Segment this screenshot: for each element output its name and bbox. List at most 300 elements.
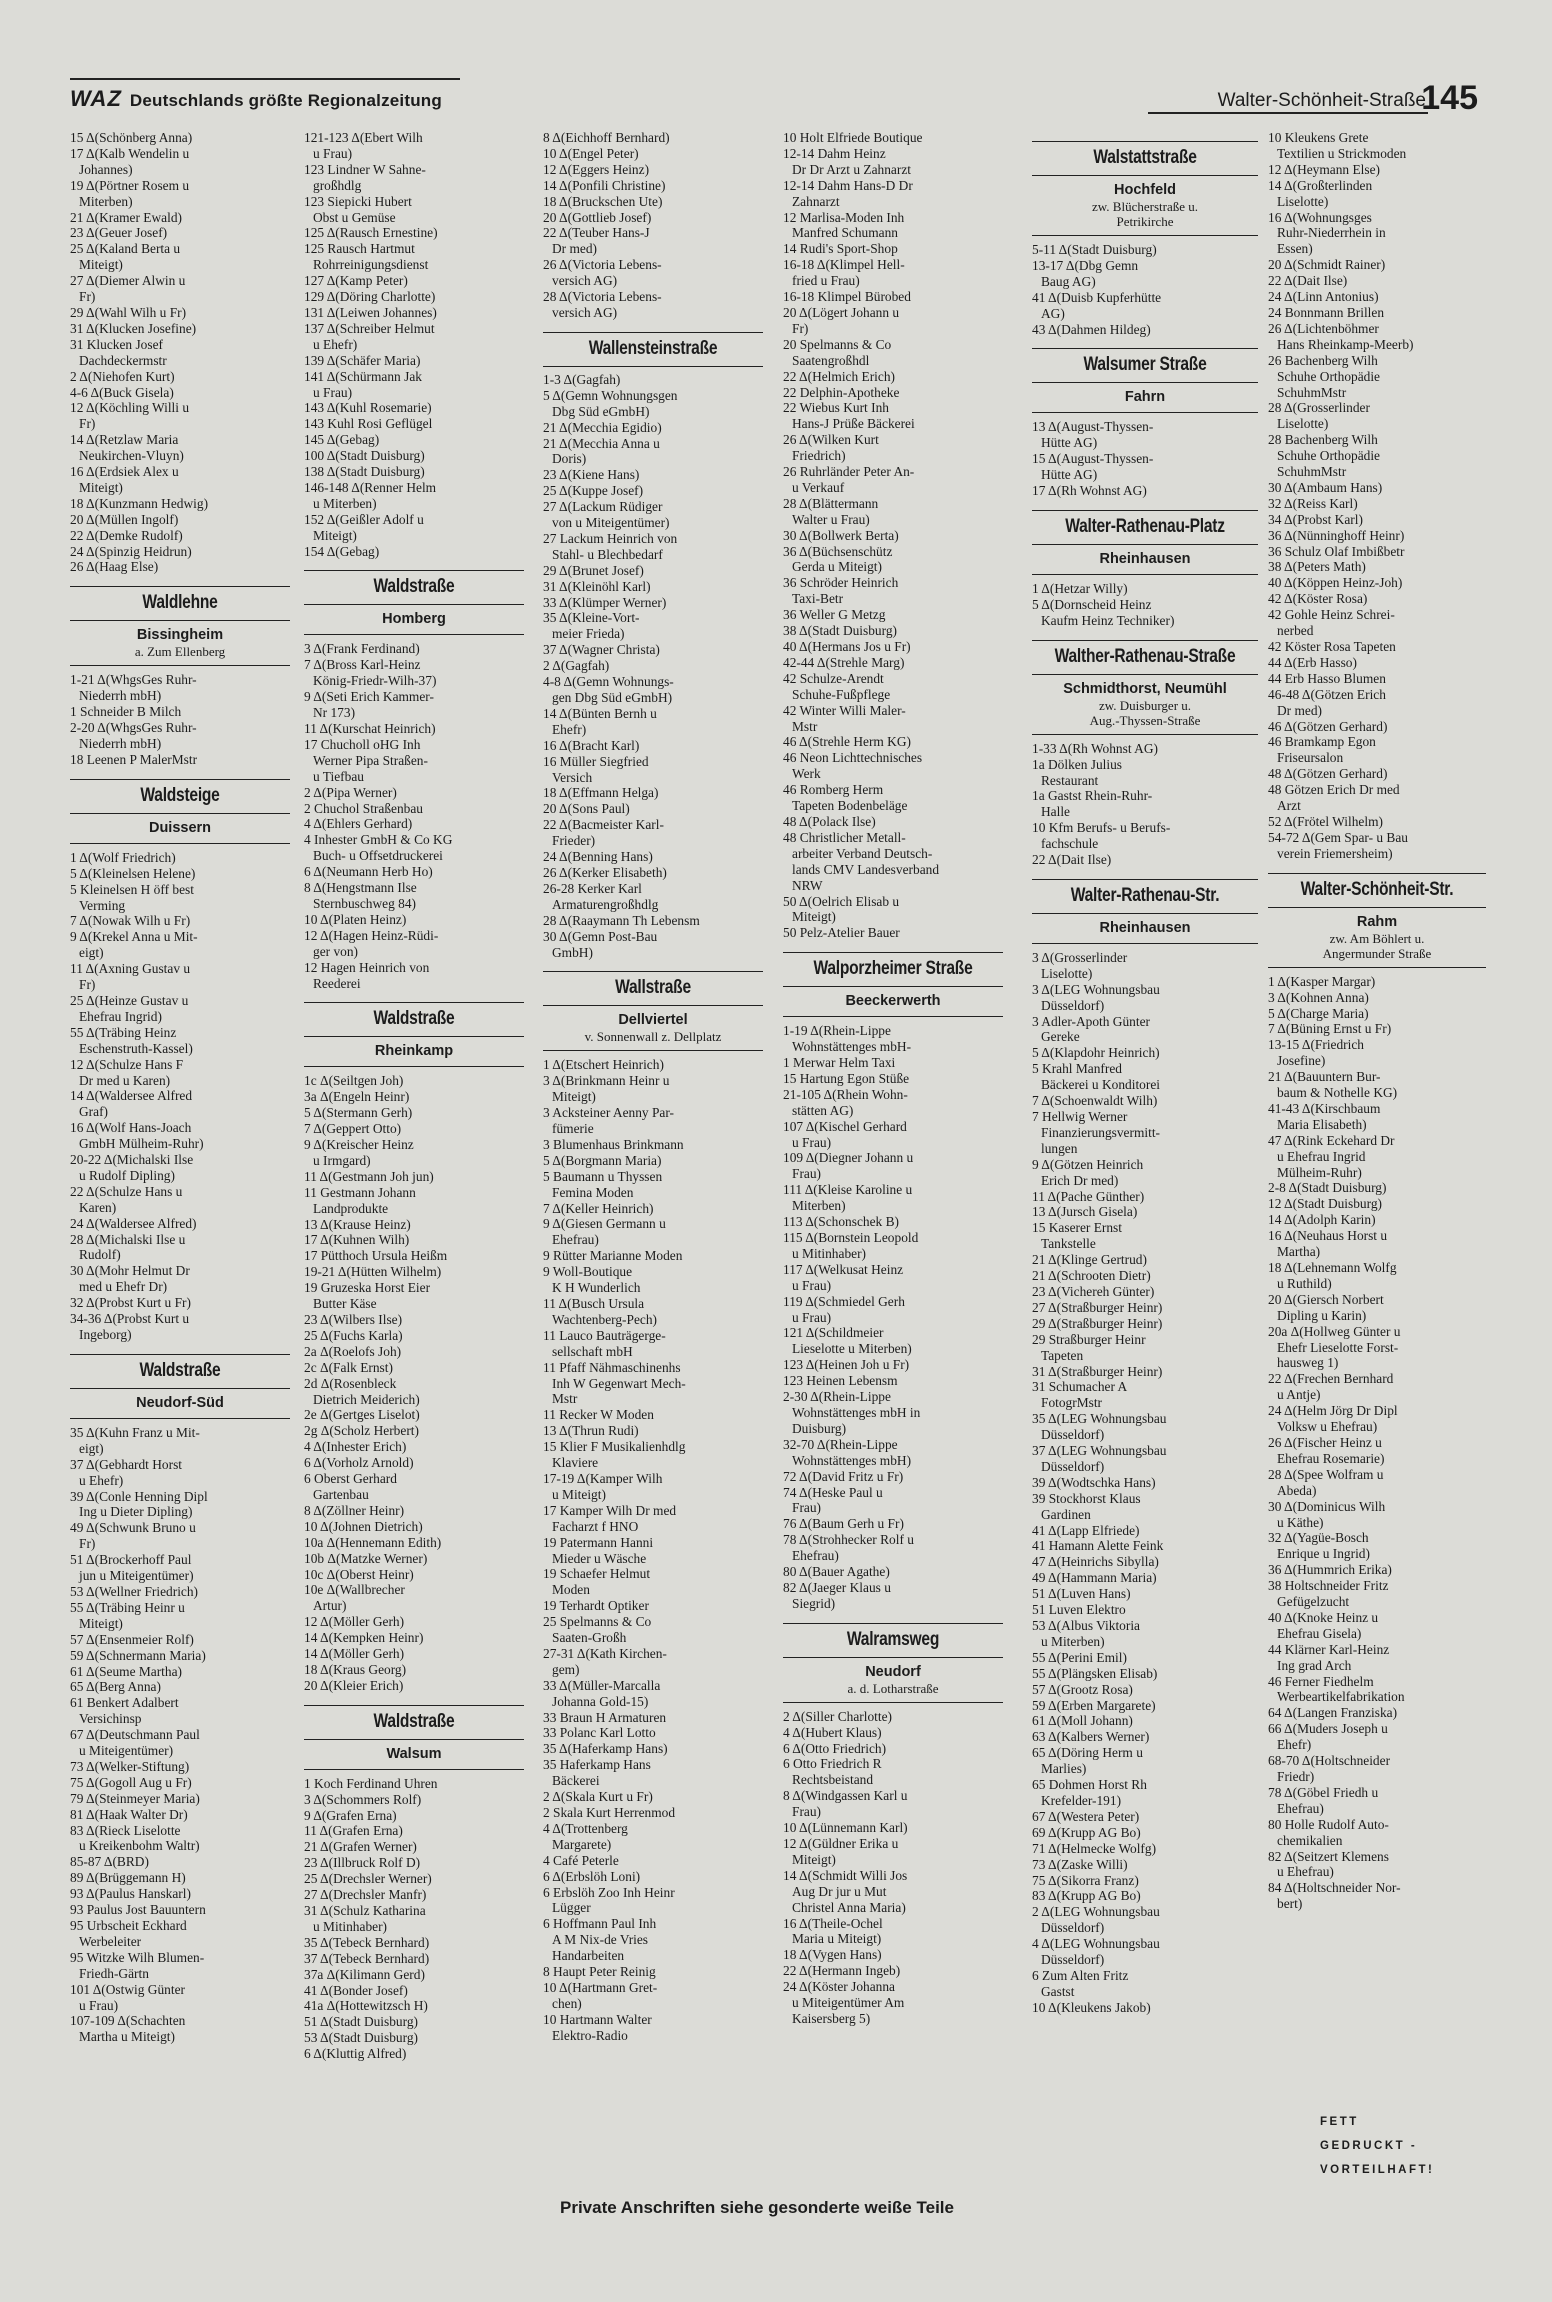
listing-continuation: Sternbuschweg 84) xyxy=(313,895,417,911)
listing-entry: 16 Δ(Theile-Ochel xyxy=(783,1915,883,1931)
listing-continuation: u Frau) xyxy=(313,145,353,161)
listing-entry: 15 Kaserer Ernst xyxy=(1032,1220,1122,1236)
district-heading: Bissingheim xyxy=(136,627,224,644)
listing-entry: 21 Δ(Grafen Werner) xyxy=(304,1839,417,1855)
listing-continuation: Düsseldorf) xyxy=(1041,997,1105,1013)
listing-entry: 20 Spelmanns & Co xyxy=(783,336,892,352)
listing-entry: 48 Δ(Götzen Gerhard) xyxy=(1268,766,1388,782)
listing-continuation: Ingeborg) xyxy=(79,1327,132,1342)
listing-entry: 4 Café Peterle xyxy=(543,1852,619,1868)
listing-continuation: Versich xyxy=(552,769,593,785)
listing-continuation: Wohnstättenges mbH- xyxy=(792,1039,912,1055)
district-heading: Neudorf xyxy=(865,1663,921,1680)
listing-entry: 17 Δ(Rh Wohnst AG) xyxy=(1032,483,1147,499)
listing-entry: 28 Δ(Grosserlinder xyxy=(1268,400,1370,416)
listing-entry: 18 Δ(Effmann Helga) xyxy=(543,785,659,801)
listing-continuation: Femina Moden xyxy=(552,1184,634,1200)
listing-entry: 29 Straßburger Heinr xyxy=(1032,1331,1146,1347)
listing-continuation: u Rudolf Dipling) xyxy=(79,1167,175,1183)
listing-entry: 121 Δ(Schildmeier xyxy=(783,1325,884,1341)
listing-entry: 44 Erb Hasso Blumen xyxy=(1268,670,1386,686)
listing-entry: 59 Δ(Schnermann Maria) xyxy=(70,1647,206,1663)
section-divider xyxy=(304,634,524,635)
column-2 xyxy=(304,130,524,2210)
listing-entry: 5 Δ(Charge Maria) xyxy=(1268,1005,1369,1021)
listing-continuation: versich AG) xyxy=(552,273,618,289)
section-divider xyxy=(1032,412,1258,413)
listing-entry: 111 Δ(Kleise Karoline u xyxy=(783,1182,913,1198)
listing-entry: 4-6 Δ(Buck Gisela) xyxy=(70,384,174,400)
section-divider xyxy=(783,1016,1003,1017)
listing-entry: 47 Δ(Heinrichs Sibylla) xyxy=(1032,1554,1159,1570)
listing-entry: 65 Dohmen Horst Rh xyxy=(1032,1777,1147,1793)
listing-entry: 16 Δ(Wolf Hans-Joach xyxy=(70,1120,192,1136)
listing-entry: 14 Δ(Retzlaw Maria xyxy=(70,432,179,448)
listing-continuation: jun u Miteigentümer) xyxy=(79,1568,194,1584)
street-name: Waldstraße xyxy=(373,1008,455,1030)
listing-entry: 4 Δ(LEG Wohnungsbau xyxy=(1032,1936,1160,1952)
section-divider xyxy=(304,1769,524,1770)
listing-entry: 121-123 Δ(Ebert Wilh xyxy=(304,130,423,145)
street-heading xyxy=(1032,348,1258,383)
listing-entry: 11 Pfaff Nähmaschinenhs xyxy=(543,1359,681,1375)
listing-entry: 10 Δ(Johnen Dietrich) xyxy=(304,1518,423,1534)
listing-continuation: lands CMV Landesverband xyxy=(792,861,940,877)
listing-entry: 29 Δ(Straßburger Heinr) xyxy=(1032,1315,1163,1331)
listing-entry: 48 Götzen Erich Dr med xyxy=(1268,782,1400,798)
listing-entry: 31 Δ(Kleinöhl Karl) xyxy=(543,578,651,594)
listing-continuation: u Miterben) xyxy=(1041,1633,1105,1649)
listing-entry: 10 Δ(Hartmann Gret- xyxy=(543,1979,658,1995)
listing-entry: 44 Klärner Karl-Heinz xyxy=(1268,1641,1390,1657)
listing-continuation: Gardinen xyxy=(1041,1506,1091,1522)
listing-continuation: Niederrh mbH) xyxy=(79,736,162,751)
listing-entry: 61 Δ(Seume Martha) xyxy=(70,1663,182,1679)
listing-entry: 139 Δ(Schäfer Maria) xyxy=(304,352,421,368)
listing-continuation: Verming xyxy=(79,897,126,913)
listing-continuation: Manfred Schumann xyxy=(792,225,898,241)
column-5 xyxy=(1032,130,1258,2210)
listing-continuation: Tapeten Bodenbeläge xyxy=(792,798,908,814)
listing-entry: 41 Δ(Duisb Kupferhütte xyxy=(1032,289,1162,305)
listing-continuation: Kaisersberg 5) xyxy=(792,2010,871,2026)
listing-continuation: Nr 173) xyxy=(313,705,356,721)
listing-entry: 49 Δ(Hammann Maria) xyxy=(1032,1570,1157,1586)
listing-entry: 26 Δ(Fischer Heinz u xyxy=(1268,1434,1382,1450)
listing-continuation: Reederei xyxy=(313,975,361,991)
listing-continuation: Klaviere xyxy=(552,1455,599,1471)
listing-entry: 41 Δ(Bonder Josef) xyxy=(304,1982,408,1998)
listing-entry: 51 Luven Elektro xyxy=(1032,1602,1126,1618)
listing-entry: 16-18 Δ(Klimpel Hell- xyxy=(783,257,905,273)
listing-entry: 10a Δ(Hennemann Edith) xyxy=(304,1534,442,1550)
listing-continuation: Volksw u Ehefrau) xyxy=(1277,1419,1378,1435)
listing-entry: 11 Δ(Grafen Erna) xyxy=(304,1823,403,1839)
listing-continuation: Ehefr) xyxy=(1277,1737,1312,1753)
listing-entry: 4 Δ(Trottenberg xyxy=(543,1820,628,1836)
listing-continuation: Frau) xyxy=(792,1804,822,1820)
advert-note-line: GEDRUCKT - xyxy=(1320,2140,1418,2152)
listing-continuation: Saaten-Großh xyxy=(552,1630,627,1646)
listing-continuation: Ehefr) xyxy=(552,721,587,737)
street-name: Walter-Schönheit-Str. xyxy=(1300,878,1454,900)
listing-continuation: Dipling u Karin) xyxy=(1277,1307,1367,1323)
listing-entry: 9 Δ(Götzen Heinrich xyxy=(1032,1156,1144,1172)
listing-entry: 27 Δ(Lackum Rüdiger xyxy=(543,499,663,515)
listing-entry: 12 Δ(Güldner Erika u xyxy=(783,1836,899,1851)
advert-note-line: FETT xyxy=(1320,2116,1359,2128)
listing-entry: 15 Klier F Musikalienhdlg xyxy=(543,1439,686,1455)
listing-entry: 24 Δ(Linn Antonius) xyxy=(1268,289,1379,305)
listing-continuation: Taxi-Betr xyxy=(792,591,844,607)
listing-entry: 78 Δ(Göbel Friedh u xyxy=(1268,1784,1379,1800)
listing-continuation: Hütte AG) xyxy=(1041,435,1098,451)
listing-entry: 23 Δ(Wilbers Ilse) xyxy=(304,1312,403,1327)
listing-continuation: meier Frieda) xyxy=(552,626,625,642)
section-divider xyxy=(1268,967,1486,968)
listing-entry: 24 Δ(Köster Johanna xyxy=(783,1979,895,1995)
listing-entry: 10 Hartmann Walter xyxy=(543,2011,652,2027)
listing-continuation: Dr med u Karen) xyxy=(79,1072,171,1088)
listing-entry: 46-48 Δ(Götzen Erich xyxy=(1268,686,1386,702)
listing-entry: 50 Δ(Oelrich Elisab u xyxy=(783,893,900,909)
street-name: Walramsweg xyxy=(846,1628,940,1650)
listing-entry: 17 Pütthoch Ursula Heißm xyxy=(304,1248,448,1264)
listing-entry: 74 Δ(Heske Paul u xyxy=(783,1484,883,1500)
listing-entry: 19 Terhardt Optiker xyxy=(543,1598,649,1614)
listing-entry: 10b Δ(Matzke Werner) xyxy=(304,1550,428,1566)
listing-entry: 79 Δ(Steinmeyer Maria) xyxy=(70,1790,200,1806)
listing-entry: 101 Δ(Ostwig Günter xyxy=(70,1981,185,1997)
listing-entry: 9 Woll-Boutique xyxy=(543,1264,633,1280)
listing-continuation: Miteigt) xyxy=(792,909,836,925)
listing-entry: 1a Dölken Julius xyxy=(1032,756,1123,772)
listing-entry: 125 Rausch Hartmut xyxy=(304,241,415,257)
listing-entry: 53 Δ(Stadt Duisburg) xyxy=(304,2030,419,2046)
listing-continuation: Tankstelle xyxy=(1041,1236,1096,1252)
listing-entry: 65 Δ(Döring Herm u xyxy=(1032,1745,1143,1761)
listing-entry: 4-8 Δ(Gemn Wohnungs- xyxy=(543,674,674,690)
listing-entry: 46 Δ(Strehle Herm KG) xyxy=(783,734,911,750)
listing-entry: 12 Marlisa-Moden Inh xyxy=(783,209,905,225)
listing-entry: 33 Polanc Karl Lotto xyxy=(543,1725,656,1741)
listing-entry: 28 Δ(Raaymann Th Lebensm xyxy=(543,912,700,928)
street-name: Walstattstraße xyxy=(1093,147,1197,168)
listing-entry: 83 Δ(Krupp AG Bo) xyxy=(1032,1888,1141,1904)
listing-continuation: Liselotte) xyxy=(1277,416,1329,432)
listing-entry: 34-36 Δ(Probst Kurt u xyxy=(70,1311,190,1327)
listing-entry: 11 Lauco Bauträgerge- xyxy=(543,1327,666,1343)
listing-entry: 44 Δ(Erb Hasso) xyxy=(1268,654,1357,670)
listing-entry: 3 Acksteiner Aenny Par- xyxy=(543,1105,675,1121)
listing-entry: 37 Δ(Gebhardt Horst xyxy=(70,1456,182,1472)
listing-entry: 10 Δ(Lünnemann Karl) xyxy=(783,1820,908,1836)
listing-entry: 20 Δ(Kleier Erich) xyxy=(304,1677,404,1693)
district-heading: Dellviertel xyxy=(618,1012,688,1029)
listing-continuation: Niederrh mbH) xyxy=(79,688,162,704)
listing-entry: 7 Δ(Bross Karl-Heinz xyxy=(304,657,421,673)
listing-entry: 1-3 Δ(Gagfah) xyxy=(543,371,621,387)
street-location-note: Angermunder Straße xyxy=(1322,945,1432,961)
listing-entry: 127 Δ(Kamp Peter) xyxy=(304,273,408,289)
listing-entry: 12 Δ(Schulze Hans F xyxy=(70,1056,184,1072)
listing-entry: 2c Δ(Falk Ernst) xyxy=(304,1359,393,1375)
listing-entry: 75 Δ(Gogoll Aug u Fr) xyxy=(70,1774,192,1790)
listing-entry: 78 Δ(Strohhecker Rolf u xyxy=(783,1532,914,1548)
listing-entry: 27 Δ(Diemer Alwin u xyxy=(70,273,186,289)
listing-continuation: Gastst xyxy=(1041,1983,1075,1999)
listing-entry: 26 Δ(Kerker Elisabeth) xyxy=(543,864,667,880)
brand-tagline: Deutschlands größte Regionalzeitung xyxy=(129,91,442,110)
listing-entry: 2-30 Δ(Rhein-Lippe xyxy=(783,1389,891,1405)
listing-continuation: Butter Käse xyxy=(313,1296,377,1312)
district-heading: Rheinkamp xyxy=(374,1043,454,1060)
listing-continuation: Marlies) xyxy=(1041,1761,1087,1777)
column-3 xyxy=(543,130,763,2210)
section-divider xyxy=(1032,235,1258,236)
listing-continuation: u Miteigentümer) xyxy=(79,1743,174,1759)
listing-entry: 12 Δ(Stadt Duisburg) xyxy=(1268,1196,1383,1212)
street-name: Walter-Rathenau-Str. xyxy=(1070,884,1220,906)
listing-entry: 31 Schumacher A xyxy=(1032,1379,1128,1395)
street-name: Walsumer Straße xyxy=(1083,354,1207,376)
listing-entry: 1 Δ(Wolf Friedrich) xyxy=(70,849,176,865)
street-heading xyxy=(783,1623,1003,1658)
listing-entry: 32 Δ(Reiss Karl) xyxy=(1268,495,1358,511)
listing-entry: 8 Δ(Eichhoff Bernhard) xyxy=(543,130,670,145)
listing-entry: 39 Stockhorst Klaus xyxy=(1032,1490,1141,1506)
street-heading xyxy=(1032,510,1258,545)
listing-entry: 37 Δ(LEG Wohnungsbau xyxy=(1032,1443,1167,1459)
listing-continuation: u Ruthild) xyxy=(1277,1275,1332,1291)
listing-continuation: versich AG) xyxy=(552,304,618,320)
listing-continuation: Wachtenberg-Pech) xyxy=(552,1311,658,1327)
listing-entry: 6 Δ(Vorholz Arnold) xyxy=(304,1455,414,1471)
listing-continuation: Gartenbau xyxy=(313,1486,369,1502)
listing-entry: 9 Δ(Kreischer Heinz xyxy=(304,1137,414,1153)
listing-continuation: Ehefrau Ingrid) xyxy=(79,1008,162,1024)
listing-entry: 30 Δ(Ambaum Hans) xyxy=(1268,479,1383,495)
listing-continuation: Finanzierungsvermitt- xyxy=(1041,1124,1160,1140)
listing-entry: 42 Schulze-Arendt xyxy=(783,670,884,686)
listing-continuation: Dachdeckermstr xyxy=(79,352,167,368)
section-divider xyxy=(543,1050,763,1051)
listing-continuation: Arzt xyxy=(1277,798,1301,814)
listing-continuation: Frau) xyxy=(792,1166,822,1182)
listing-continuation: Margarete) xyxy=(552,1836,612,1852)
listing-entry: 2d Δ(Rosenbleck xyxy=(304,1375,397,1391)
listing-entry: 7 Δ(Nowak Wilh u Fr) xyxy=(70,913,191,929)
listing-continuation: hausweg 1) xyxy=(1277,1355,1339,1371)
listing-entry: 1c Δ(Seiltgen Joh) xyxy=(304,1073,404,1089)
listing-continuation: verein Friemersheim) xyxy=(1277,845,1393,861)
listing-entry: 19-21 Δ(Hütten Wilhelm) xyxy=(304,1264,442,1280)
listing-continuation: Düsseldorf) xyxy=(1041,1952,1105,1968)
listing-entry: 3 Δ(Kohnen Anna) xyxy=(1268,989,1369,1005)
street-heading xyxy=(304,570,524,605)
listing-entry: 14 Rudi's Sport-Shop xyxy=(783,241,898,257)
listing-continuation: Schuhe-Fußpflege xyxy=(792,686,891,702)
listing-entry: 22 Δ(Dait Ilse) xyxy=(1268,273,1348,289)
listing-entry: 57 Δ(Ensenmeier Rolf) xyxy=(70,1631,194,1647)
listing-entry: 95 Witzke Wilh Blumen- xyxy=(70,1949,205,1965)
listing-entry: 54-72 Δ(Gem Spar- u Bau xyxy=(1268,829,1408,845)
listing-entry: 12 Hagen Heinrich von xyxy=(304,959,430,975)
listing-entry: 28 Bachenberg Wilh xyxy=(1268,432,1378,448)
district-heading: Fahrn xyxy=(1124,389,1166,406)
listing-entry: 30 Δ(Bollwerk Berta) xyxy=(783,527,899,543)
listing-entry: 18 Δ(Vygen Hans) xyxy=(783,1947,882,1963)
street-location-note: zw. Am Böhlert u. xyxy=(1329,930,1425,946)
listing-entry: 3 Δ(Schommers Rolf) xyxy=(304,1791,422,1807)
listing-entry: 39 Δ(Conle Henning Dipl xyxy=(70,1488,208,1504)
listing-entry: 137 Δ(Schreiber Helmut xyxy=(304,320,435,336)
listing-entry: 26 Δ(Haag Else) xyxy=(70,559,159,575)
listing-continuation: Ing grad Arch xyxy=(1277,1657,1352,1673)
listing-entry: 1-33 Δ(Rh Wohnst AG) xyxy=(1032,740,1158,756)
listing-entry: 11 Recker W Moden xyxy=(543,1407,654,1423)
listing-entry: 25 Δ(Kuppe Josef) xyxy=(543,483,644,499)
district-heading: Duissern xyxy=(148,819,212,836)
listing-continuation: Fr) xyxy=(79,1536,96,1552)
listing-entry: 32-70 Δ(Rhein-Lippe xyxy=(783,1436,898,1452)
listing-entry: 6 Hoffmann Paul Inh xyxy=(543,1916,657,1932)
section-divider xyxy=(1032,943,1258,944)
footer-note: Private Anschriften siehe gesonderte weiße Teile xyxy=(560,2198,954,2217)
listing-continuation: Kaufm Heinz Techniker) xyxy=(1041,612,1175,628)
listing-continuation: bert) xyxy=(1277,1896,1303,1912)
listing-entry: 29 Δ(Brunet Josef) xyxy=(543,562,644,578)
listing-entry: 65 Δ(Berg Anna) xyxy=(70,1679,161,1695)
listing-entry: 40 Δ(Knoke Heinz u xyxy=(1268,1609,1379,1625)
listing-continuation: Duisburg) xyxy=(792,1420,847,1436)
brand-logo: WAZ xyxy=(70,86,122,111)
listing-entry: 6 Δ(Erbslöh Loni) xyxy=(543,1868,641,1884)
listing-continuation: sellschaft mbH xyxy=(552,1343,633,1359)
listing-entry: 37 Δ(Wagner Christa) xyxy=(543,642,660,658)
listing-entry: 9 Δ(Seti Erich Kammer- xyxy=(304,689,434,705)
listing-continuation: Landprodukte xyxy=(313,1200,389,1216)
listing-entry: 35 Δ(LEG Wohnungsbau xyxy=(1032,1411,1167,1427)
listing-continuation: Friedrich) xyxy=(792,448,846,464)
listing-entry: 22 Delphin-Apotheke xyxy=(783,384,900,400)
listing-entry: 119 Δ(Schmiedel Gerh xyxy=(783,1293,905,1309)
listing-entry: 10 Δ(Platen Heinz) xyxy=(304,911,407,927)
listing-entry: 8 Δ(Hengstmann Ilse xyxy=(304,880,417,896)
listing-continuation: u Mitinhaber) xyxy=(313,1918,388,1934)
listing-continuation: A M Nix-de Vries xyxy=(552,1932,649,1948)
listing-continuation: Stahl- u Blechbedarf xyxy=(552,546,663,562)
listing-continuation: Neukirchen-Vluyn) xyxy=(79,448,184,464)
listing-continuation: Essen) xyxy=(1277,241,1313,257)
listing-entry: 1-21 Δ(WhgsGes Ruhr- xyxy=(70,672,197,688)
listing-entry: 36 Schröder Heinrich xyxy=(783,575,899,591)
listing-entry: 72 Δ(David Fritz u Fr) xyxy=(783,1468,904,1484)
street-heading xyxy=(304,1002,524,1037)
listing-entry: 50 Pelz-Atelier Bauer xyxy=(783,925,900,941)
listing-continuation: Ehefr Lieselotte Forst- xyxy=(1277,1339,1399,1355)
listing-entry: 20 Δ(Müllen Ingolf) xyxy=(70,511,179,527)
listing-entry: 80 Δ(Bauer Agathe) xyxy=(783,1564,890,1580)
listing-entry: 47 Δ(Rink Eckehard Dr xyxy=(1268,1132,1395,1148)
listing-entry: 22 Δ(Helmich Erich) xyxy=(783,368,895,384)
listing-entry: 13 Δ(Krause Heinz) xyxy=(304,1216,411,1232)
listing-continuation: Gereke xyxy=(1041,1029,1080,1045)
listing-entry: 38 Δ(Peters Math) xyxy=(1268,559,1366,575)
listing-continuation: Aug Dr jur u Mut xyxy=(792,1883,887,1899)
district-heading: Rheinhausen xyxy=(1099,919,1191,936)
listing-continuation: Martha) xyxy=(1277,1244,1321,1260)
listing-continuation: Enrique u Ingrid) xyxy=(1277,1546,1370,1562)
listing-entry: 5 Krahl Manfred xyxy=(1032,1061,1122,1077)
listing-continuation: gen Dbg Süd eGmbH) xyxy=(552,690,673,705)
listing-entry: 6 Δ(Neumann Herb Ho) xyxy=(304,864,433,880)
listing-continuation: Doris) xyxy=(552,451,587,467)
listing-entry: 113 Δ(Schonschek B) xyxy=(783,1214,899,1230)
street-heading xyxy=(543,332,763,367)
listing-entry: 42 Winter Willi Maler- xyxy=(783,702,906,718)
listing-continuation: Wohnstättenges mbH) xyxy=(792,1452,912,1468)
listing-entry: 48 Christlicher Metall- xyxy=(783,829,906,845)
listing-entry: 1 Δ(Hetzar Willy) xyxy=(1032,580,1128,596)
street-heading xyxy=(1032,141,1258,176)
listing-entry: 15 Δ(August-Thyssen- xyxy=(1032,451,1154,467)
listing-entry: 24 Δ(Spinzig Heidrun) xyxy=(70,543,192,559)
listing-continuation: u Miteigt) xyxy=(552,1486,606,1502)
listing-entry: 3 Δ(LEG Wohnungsbau xyxy=(1032,981,1160,997)
listing-entry: 14 Δ(Ponfili Christine) xyxy=(543,177,666,193)
listing-entry: 6 Otto Friedrich R xyxy=(783,1756,882,1772)
listing-continuation: Düsseldorf) xyxy=(1041,1427,1105,1443)
street-name: Wallstraße xyxy=(615,977,691,999)
listing-entry: 55 Δ(Perini Emil) xyxy=(1032,1649,1127,1665)
listing-continuation: von u Miteigentümer) xyxy=(552,515,670,531)
listing-entry: 123 Δ(Heinen Joh u Fr) xyxy=(783,1357,910,1373)
listing-entry: 145 Δ(Gebag) xyxy=(304,432,380,448)
listing-entry: 89 Δ(Brüggemann H) xyxy=(70,1870,186,1886)
street-heading xyxy=(1032,640,1258,675)
listing-entry: 3 Δ(Brinkmann Heinr u xyxy=(543,1073,670,1089)
district-heading: Hochfeld xyxy=(1113,182,1177,198)
listing-entry: 46 Ferner Fiedhelm xyxy=(1268,1673,1374,1689)
listing-entry: 5 Kleinelsen H öff best xyxy=(70,881,194,897)
listing-entry: 10 Kleukens Grete xyxy=(1268,130,1369,145)
listing-entry: 5-11 Δ(Stadt Duisburg) xyxy=(1032,242,1157,257)
listing-entry: 2 Δ(Gagfah) xyxy=(543,658,610,674)
listing-entry: 123 Heinen Lebensm xyxy=(783,1373,898,1389)
listing-entry: 42 Gohle Heinz Schrei- xyxy=(1268,607,1395,623)
listing-entry: 2 Chuchol Straßenbau xyxy=(304,800,424,816)
listing-entry: 38 Δ(Stadt Duisburg) xyxy=(783,623,898,639)
listing-entry: 48 Δ(Polack Ilse) xyxy=(783,813,876,829)
listing-entry: 30 Δ(Mohr Helmut Dr xyxy=(70,1263,190,1279)
listing-continuation: Schuhe Orthopädie xyxy=(1277,448,1381,464)
listing-entry: 4 Δ(Ehlers Gerhard) xyxy=(304,816,413,832)
listing-entry: 17 Δ(Kalb Wendelin u xyxy=(70,145,190,161)
listing-entry: 66 Δ(Muders Joseph u xyxy=(1268,1721,1388,1737)
listing-entry: 11 Δ(Axning Gustav u xyxy=(70,961,191,977)
listing-entry: 27 Δ(Straßburger Heinr) xyxy=(1032,1299,1163,1315)
listing-entry: 18 Δ(Bruckschen Ute) xyxy=(543,193,663,209)
listing-continuation: u Frau) xyxy=(313,384,353,400)
listing-entry: 16 Δ(Bracht Karl) xyxy=(543,737,640,753)
listing-continuation: Schuhe Orthopädie xyxy=(1277,368,1381,384)
listing-entry: 71 Δ(Helmecke Wolfg) xyxy=(1032,1840,1157,1856)
listing-entry: 61 Benkert Adalbert xyxy=(70,1695,179,1711)
listing-entry: 21 Δ(Klinge Gertrud) xyxy=(1032,1252,1147,1268)
listing-continuation: fachschule xyxy=(1041,836,1099,852)
listing-continuation: Düsseldorf) xyxy=(1041,1458,1105,1474)
